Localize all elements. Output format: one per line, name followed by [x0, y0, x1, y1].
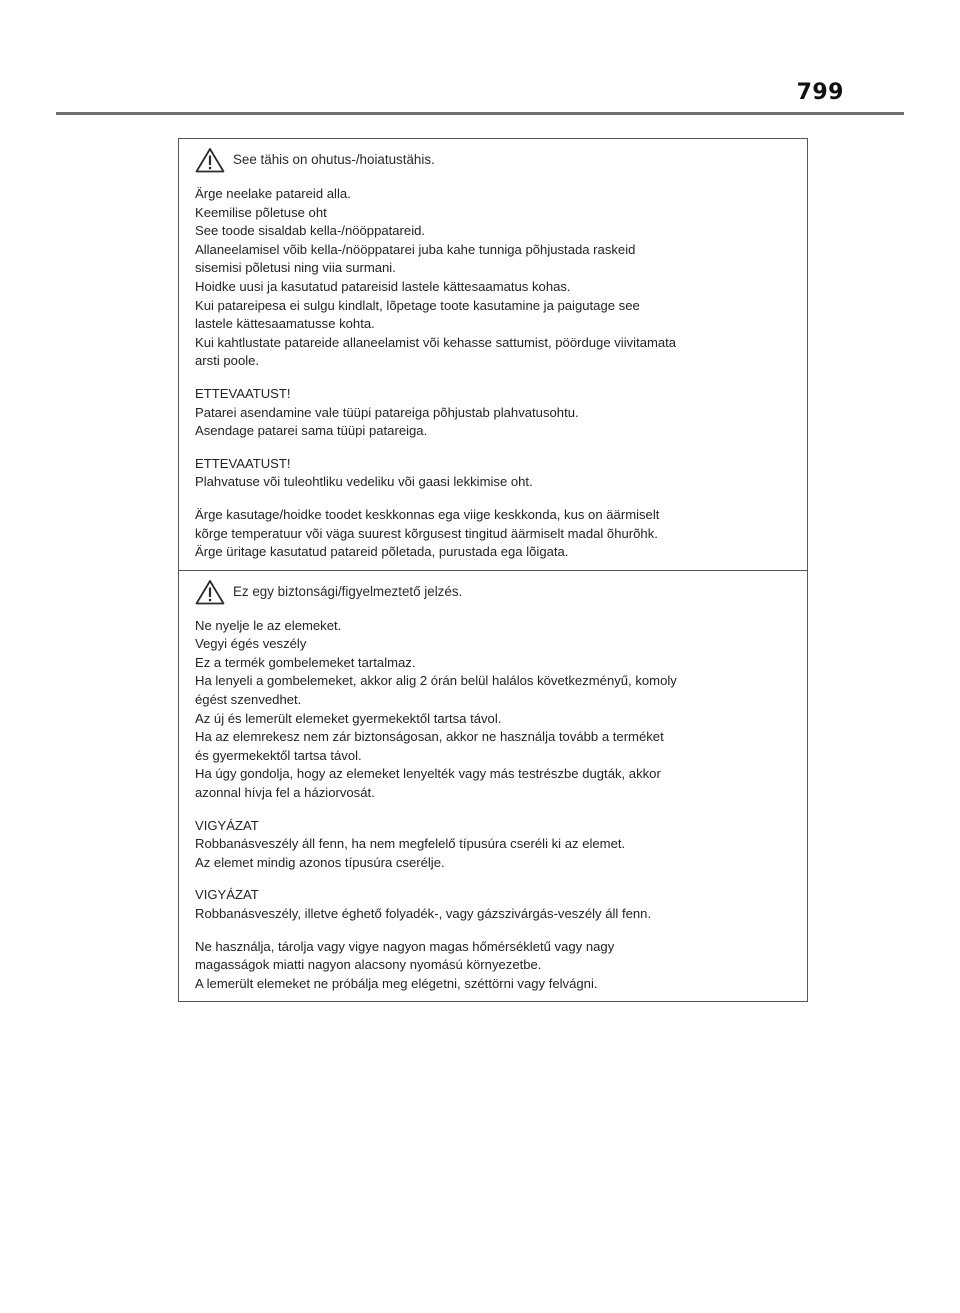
warning-paragraph	[195, 617, 793, 803]
text-line: VIGYÁZAT	[195, 887, 259, 903]
text-line: See toode sisaldab kella-/nööppatareid.	[195, 223, 426, 239]
warning-paragraph	[195, 185, 793, 371]
text-line: Ärge kasutage/hoidke toodet keskkonnas ega viige keskkonda, kus on äärmiselt	[195, 506, 660, 522]
symbol-explanation: See tähis on ohutus-/hoiatustähis.	[233, 152, 435, 167]
text-line: Patarei asendamine vale tüüpi patareiga põhjustab plahvatusohtu.	[195, 404, 579, 420]
warning-triangle-icon	[195, 147, 225, 173]
symbol-explanation: Ez egy biztonsági/figyelmeztető jelzés.	[233, 583, 463, 599]
text-line: A lemerült elemeket ne próbálja meg elégetni, széttörni vagy felvágni.	[195, 975, 598, 991]
text-line: Ärge üritage kasutatud patareid põletada, purustada ega lõigata.	[195, 544, 569, 560]
hungarian-warning-section	[179, 570, 807, 1002]
estonian-paragraphs	[195, 185, 793, 562]
text-line: Kui patareipesa ei sulgu kindlalt, lõpetage toote kasutamine ja paigutage see	[195, 297, 640, 313]
warning-paragraph	[195, 886, 793, 923]
warning-paragraph	[195, 938, 793, 994]
text-line: Asendage patarei sama tüüpi patareiga.	[195, 423, 428, 439]
text-line: Vegyi égés veszély	[195, 636, 307, 652]
text-line: Ärge neelake patareid alla.	[195, 186, 351, 201]
text-line: azonnal hívja fel a háziorvosát.	[195, 785, 375, 801]
estonian-warning-section	[179, 139, 807, 570]
warning-triangle-icon	[195, 579, 225, 605]
text-line: Ha lenyeli a gombelemeket, akkor alig 2 órán belül halálos következményű, komoly	[195, 673, 677, 689]
text-line: magasságok miatti nagyon alacsony nyomású környezetbe.	[195, 957, 542, 973]
text-line: Az új és lemerült elemeket gyermekektől tartsa távol.	[195, 710, 502, 726]
hungarian-paragraphs	[195, 617, 793, 994]
battery-warning-box	[178, 138, 808, 1002]
text-line: lastele kättesaamatusse kohta.	[195, 316, 375, 332]
text-line: Ez a termék gombelemeket tartalmaz.	[195, 654, 416, 670]
text-line: Ne nyelje le az elemeket.	[195, 617, 342, 633]
text-line: Az elemet mindig azonos típusúra cserélje.	[195, 854, 445, 870]
text-line: arsti poole.	[195, 353, 260, 369]
text-line: Robbanásveszély, illetve éghető folyadék-, vagy gázszivárgás-veszély áll fenn.	[195, 906, 652, 921]
text-line: Hoidke uusi ja kasutatud patareisid lastele kättesaamatus kohas.	[195, 278, 571, 294]
text-line: VIGYÁZAT	[195, 817, 259, 833]
warning-paragraph	[195, 455, 793, 492]
warning-paragraph	[195, 506, 793, 562]
text-line: Ne használja, tárolja vagy vigye nagyon magas hőmérsékletű vagy nagy	[195, 938, 615, 954]
text-line: Ha az elemrekesz nem zár biztonságosan, akkor ne használja tovább a terméket	[195, 729, 664, 745]
text-line: Plahvatuse või tuleohtliku vedeliku või gaasi lekkimise oht.	[195, 474, 533, 490]
warning-paragraph	[195, 385, 793, 441]
estonian-symbol-line	[195, 147, 793, 173]
text-line: Ha úgy gondolja, hogy az elemeket lenyelték vagy más testrészbe dugták, akkor	[195, 766, 661, 782]
text-line: ETTEVAATUST!	[195, 455, 291, 471]
text-line: Kui kahtlustate patareide allaneelamist või kehasse sattumist, pöörduge viivitamata	[195, 334, 677, 350]
text-line: kõrge temperatuur või väga suurest kõrgusest tingitud äärmiselt madal õhurõhk.	[195, 525, 658, 541]
warning-paragraph	[195, 817, 793, 873]
hungarian-symbol-line	[195, 579, 793, 605]
text-line: égést szenvedhet.	[195, 692, 302, 708]
text-line: Keemilise põletuse oht	[195, 204, 327, 220]
text-line: Allaneelamisel võib kella-/nööppatarei juba kahe tunniga põhjustada raskeid	[195, 241, 636, 257]
page-number: 799	[796, 80, 844, 105]
text-line: Robbanásveszély áll fenn, ha nem megfelelő típusúra cseréli ki az elemet.	[195, 836, 626, 852]
header-rule	[56, 112, 904, 115]
text-line: és gyermekektől tartsa távol.	[195, 747, 362, 763]
text-line: ETTEVAATUST!	[195, 385, 291, 401]
text-line: sisemisi põletusi ning viia surmani.	[195, 260, 396, 276]
